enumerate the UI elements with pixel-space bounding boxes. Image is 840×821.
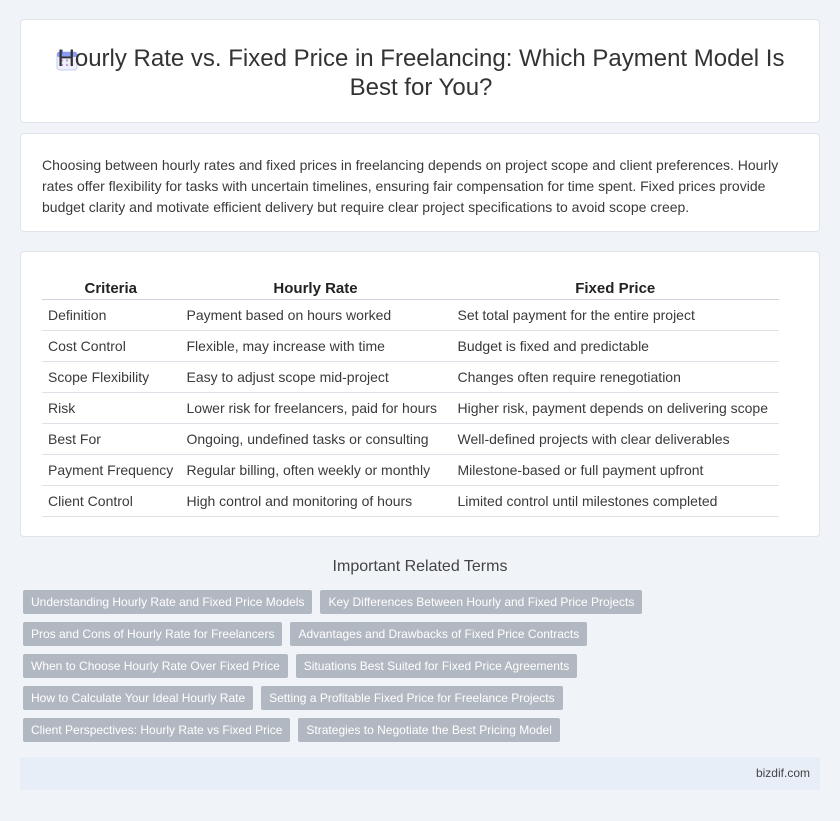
criteria-cell: Cost Control	[42, 330, 180, 361]
table-row	[42, 361, 779, 392]
related-term-link[interactable]: Setting a Profitable Fixed Price for Freelance Projects	[261, 686, 562, 710]
comparison-card	[20, 251, 820, 537]
fixed-cell: Higher risk, payment depends on delivering scope	[451, 392, 779, 423]
hourly-cell: Lower risk for freelancers, paid for hours	[180, 392, 451, 423]
header-fixed-price: Fixed Price	[451, 277, 779, 299]
related-terms-list	[23, 590, 813, 742]
table-row	[42, 299, 779, 330]
criteria-cell: Definition	[42, 299, 180, 330]
related-term-link[interactable]: Advantages and Drawbacks of Fixed Price Contracts	[290, 622, 587, 646]
header-hourly-rate: Hourly Rate	[180, 277, 451, 299]
table-header-row	[42, 277, 779, 299]
related-term-link[interactable]: Client Perspectives: Hourly Rate vs Fixed Price	[23, 718, 290, 742]
criteria-cell: Payment Frequency	[42, 454, 180, 485]
hourly-cell: Regular billing, often weekly or monthly	[180, 454, 451, 485]
intro-card	[20, 133, 820, 232]
fixed-cell: Well-defined projects with clear deliverables	[451, 423, 779, 454]
fixed-cell: Set total payment for the entire project	[451, 299, 779, 330]
table-row	[42, 485, 779, 516]
hourly-cell: High control and monitoring of hours	[180, 485, 451, 516]
criteria-cell: Risk	[42, 392, 180, 423]
related-terms-heading: Important Related Terms	[332, 558, 508, 575]
related-term-link[interactable]: Situations Best Suited for Fixed Price Agreements	[296, 654, 577, 678]
related-term-link[interactable]: Pros and Cons of Hourly Rate for Freelancers	[23, 622, 282, 646]
related-term-link[interactable]: Understanding Hourly Rate and Fixed Price Models	[23, 590, 312, 614]
table-row	[42, 392, 779, 423]
page-title: Hourly Rate vs. Fixed Price in Freelancing: Which Payment Model Is Best for You?	[57, 45, 785, 101]
fixed-cell: Budget is fixed and predictable	[451, 330, 779, 361]
table-row	[42, 454, 779, 485]
hourly-cell: Payment based on hours worked	[180, 299, 451, 330]
criteria-cell: Client Control	[42, 485, 180, 516]
related-term-link[interactable]: Key Differences Between Hourly and Fixed Price Projects	[320, 590, 642, 614]
comparison-table	[42, 277, 779, 517]
related-term-link[interactable]: How to Calculate Your Ideal Hourly Rate	[23, 686, 253, 710]
header-criteria: Criteria	[42, 277, 180, 299]
title-card	[20, 19, 820, 123]
footer-bar	[20, 757, 820, 790]
hourly-cell: Ongoing, undefined tasks or consulting	[180, 423, 451, 454]
hourly-cell: Easy to adjust scope mid-project	[180, 361, 451, 392]
related-term-link[interactable]: When to Choose Hourly Rate Over Fixed Price	[23, 654, 288, 678]
site-name: bizdif.com	[755, 766, 810, 780]
criteria-cell: Best For	[42, 423, 180, 454]
fixed-cell: Limited control until milestones completed	[451, 485, 779, 516]
table-row	[42, 423, 779, 454]
fixed-cell: Changes often require renegotiation	[451, 361, 779, 392]
intro-paragraph: Choosing between hourly rates and fixed prices in freelancing depends on project scope and client preferences. Hourly rates offer flexibility for tasks with uncertain timelines, ensuring fair compensation for time spent. Fixed prices provide budget clarity and motivate efficient delivery but require clear project specifications to avoid scope creep.	[42, 157, 779, 215]
criteria-cell: Scope Flexibility	[42, 361, 180, 392]
fixed-cell: Milestone-based or full payment upfront	[451, 454, 779, 485]
table-row	[42, 330, 779, 361]
related-term-link[interactable]: Strategies to Negotiate the Best Pricing Model	[298, 718, 559, 742]
hourly-cell: Flexible, may increase with time	[180, 330, 451, 361]
